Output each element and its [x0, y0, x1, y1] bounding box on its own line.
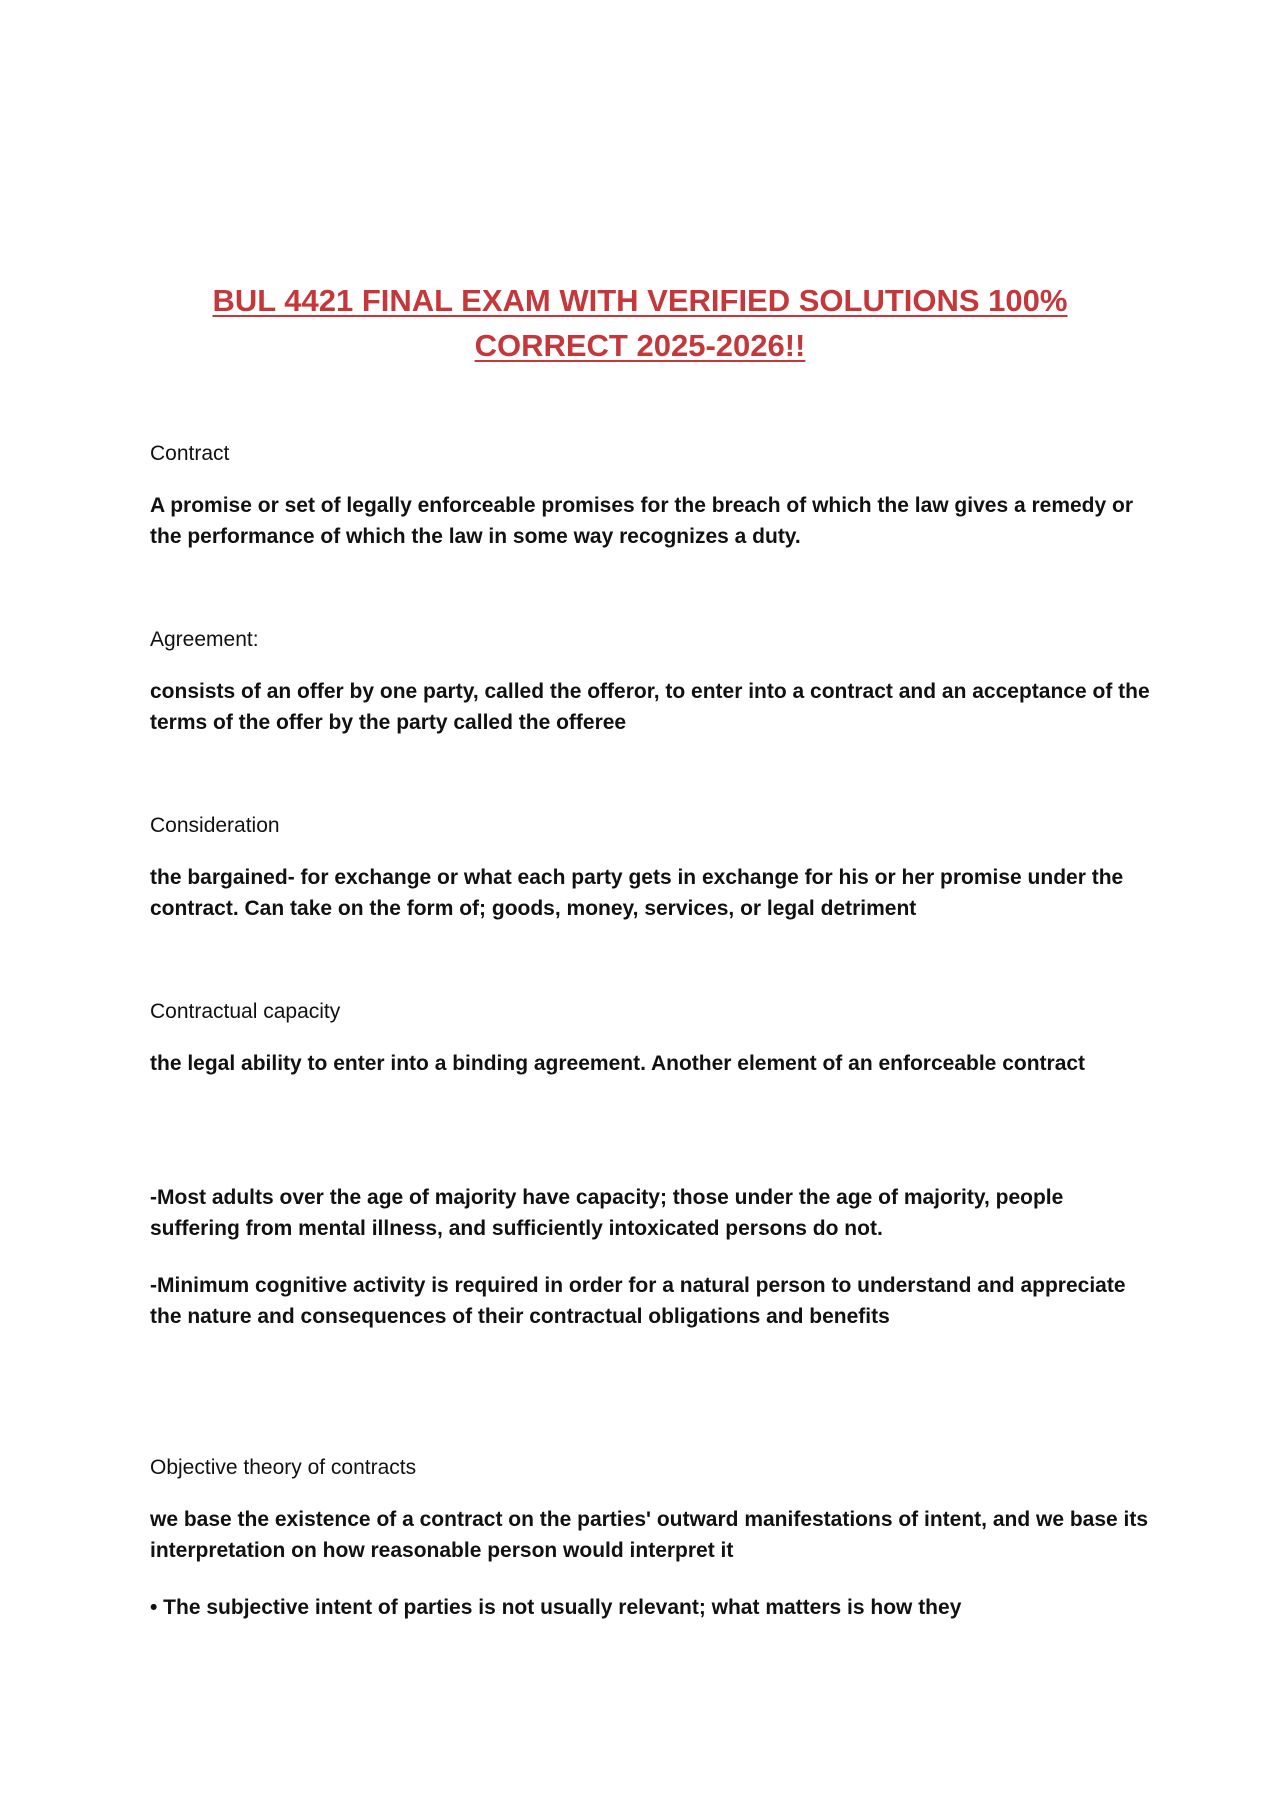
definition-consideration: the bargained- for exchange or what each party gets in exchange for his or her promise under the contract. Can take on the form of; goods, money, services, or legal detriment: [150, 866, 1124, 920]
title-line-2: CORRECT 2025-2026!!: [474, 328, 806, 363]
term-agreement: Agreement:: [150, 628, 259, 651]
definition-objective-theory: we base the existence of a contract on the parties' outward manifestations of intent, and we base its interpretation on how reasonable person would interpret it: [150, 1508, 1149, 1562]
note-capacity-majority: -Most adults over the age of majority have capacity; those under the age of majority, people suffering from mental illness, and sufficiently intoxicated persons do not.: [150, 1186, 1064, 1240]
term-contractual-capacity: Contractual capacity: [150, 1000, 341, 1023]
definition-contractual-capacity: the legal ability to enter into a binding agreement. Another element of an enforceable contract: [150, 1052, 1086, 1075]
note-objective-theory: • The subjective intent of parties is not usually relevant; what matters is how they: [150, 1596, 962, 1619]
term-consideration: Consideration: [150, 814, 280, 837]
note-capacity-cognitive: -Minimum cognitive activity is required in order for a natural person to understand and appreciate the nature and consequences of their contractual obligations and benefits: [150, 1274, 1126, 1328]
definition-contract: A promise or set of legally enforceable promises for the breach of which the law gives a remedy or the performance of which the law in some way recognizes a duty.: [150, 494, 1134, 548]
term-objective-theory: Objective theory of contracts: [150, 1456, 417, 1479]
term-contract: Contract: [150, 442, 230, 465]
definition-agreement: consists of an offer by one party, called the offeror, to enter into a contract and an acceptance of the terms of the offer by the party called the offeree: [150, 680, 1150, 734]
title-line-1: BUL 4421 FINAL EXAM WITH VERIFIED SOLUTIONS 100%: [212, 283, 1068, 318]
document-title: [150, 278, 1130, 368]
